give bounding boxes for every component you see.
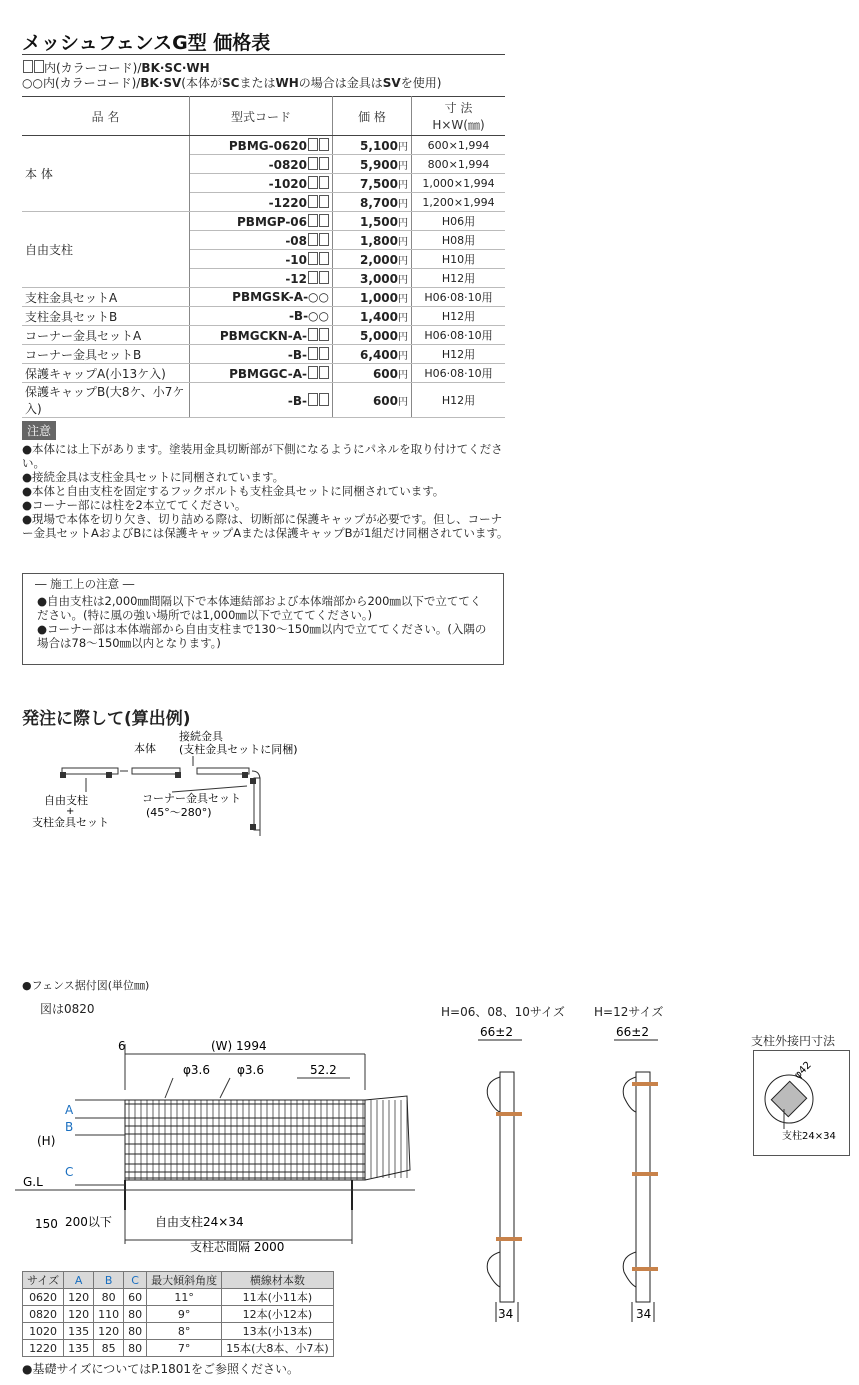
- product-name: 支柱金具セットB: [22, 307, 190, 326]
- page-title: メッシュフェンスG型 価格表: [22, 32, 271, 54]
- box-symbol: [308, 271, 318, 284]
- spec-cell: 11本(小11本): [222, 1289, 334, 1306]
- price-value: 6,400円: [333, 345, 412, 364]
- dim-phi-1: φ3.6: [183, 1063, 210, 1077]
- size-value: H06·08·10用: [412, 326, 506, 345]
- panel-3: [197, 768, 249, 774]
- spec-cell: 120: [64, 1306, 94, 1323]
- spec-cell: 60: [124, 1289, 147, 1306]
- spec-cell: 110: [94, 1306, 124, 1323]
- side-views: [470, 1022, 690, 1332]
- spec-cell: 13本(小13本): [222, 1323, 334, 1340]
- size-value: H06用: [412, 212, 506, 231]
- side-label-1: H=06、08、10サイズ: [441, 1005, 565, 1019]
- header-model: 型式コード: [190, 97, 333, 136]
- model-code: -B-: [190, 345, 333, 364]
- price-row: [22, 383, 505, 418]
- label-post: 自由支柱24×34: [155, 1215, 244, 1229]
- spec-cell: 15本(大8本、小7本): [222, 1340, 334, 1357]
- box-symbol: [319, 271, 329, 284]
- spec-row: [23, 1340, 334, 1357]
- label-post: 自由支柱: [44, 794, 88, 807]
- dim-phi-2: φ3.6: [237, 1063, 264, 1077]
- spec-header: サイズ: [23, 1272, 64, 1289]
- label-setsuzoku-note: (支柱金具セットに同梱): [179, 743, 298, 756]
- label-h: (H): [37, 1134, 56, 1148]
- spec-cell: 80: [124, 1340, 147, 1357]
- label-200: 200以下: [65, 1215, 112, 1229]
- install-diagram: [15, 1030, 425, 1265]
- price-value: 3,000円: [333, 269, 412, 288]
- label-setsuzoku: 接続金具: [179, 730, 223, 743]
- label-150: 150: [35, 1217, 58, 1231]
- depth-1: 34: [498, 1307, 514, 1321]
- box-symbol: [319, 176, 329, 189]
- size-value: H06·08·10用: [412, 364, 506, 383]
- spec-table: [22, 1271, 334, 1357]
- price-value: 7,500円: [333, 174, 412, 193]
- dim-pitch: 52.2: [310, 1063, 337, 1077]
- spec-cell: 80: [124, 1306, 147, 1323]
- price-value: 5,100円: [333, 136, 412, 155]
- spec-header: B: [94, 1272, 124, 1289]
- product-name: コーナー金具セットB: [22, 345, 190, 364]
- size-value: H06·08·10用: [412, 288, 506, 307]
- box-symbol: [319, 233, 329, 246]
- header-price: 価 格: [333, 97, 412, 136]
- size-value: H08用: [412, 231, 506, 250]
- model-code: -0820: [190, 155, 333, 174]
- box-symbol: [319, 347, 329, 360]
- size-value: 1,000×1,994: [412, 174, 506, 193]
- side-label-2: H=12サイズ: [594, 1005, 664, 1019]
- product-name: 支柱金具セットA: [22, 288, 190, 307]
- spec-cell: 120: [64, 1289, 94, 1306]
- spec-row: [23, 1289, 334, 1306]
- box-symbol: [308, 252, 318, 265]
- label-post-set: 支柱金具セット: [32, 816, 109, 829]
- circle-post: 支柱24×34: [782, 1131, 836, 1142]
- caution-title: ― 施工上の注意 ―: [35, 577, 135, 591]
- note-item: ●本体と自由支柱を固定するフックボルトも支柱金具セットに同梱されています。: [22, 484, 445, 498]
- circle-title: 支柱外接円寸法: [751, 1034, 836, 1048]
- header-name: 品 名: [22, 97, 190, 136]
- spec-cell: 135: [64, 1340, 94, 1357]
- size-value: 1,200×1,994: [412, 193, 506, 212]
- box-symbol: [308, 138, 318, 151]
- box-symbol: [308, 366, 318, 379]
- note-item: ●接続金具は支柱金具セットに同梱されています。: [22, 470, 285, 484]
- box-symbol: [319, 214, 329, 227]
- box-symbol: [319, 195, 329, 208]
- price-row: [22, 288, 505, 307]
- spec-header: 最大傾斜角度: [147, 1272, 222, 1289]
- box-symbol: [319, 138, 329, 151]
- product-name: 保護キャップA(小13ケ入): [22, 364, 190, 383]
- title-rule: [22, 54, 505, 55]
- model-code: PBMG-0620: [190, 136, 333, 155]
- price-row: [22, 212, 505, 231]
- spec-cell: 11°: [147, 1289, 222, 1306]
- model-code: -B-: [190, 383, 333, 418]
- box-symbol: [23, 60, 33, 73]
- box-symbol: [308, 233, 318, 246]
- box-symbol: [308, 328, 318, 341]
- model-code: -1220: [190, 193, 333, 212]
- spec-cell: 0620: [23, 1289, 64, 1306]
- price-row: [22, 345, 505, 364]
- spec-cell: 7°: [147, 1340, 222, 1357]
- product-name: 保護キャップB(大8ケ、小7ケ入): [22, 383, 190, 418]
- notes-label: 注意: [22, 421, 56, 440]
- label-corner: コーナー金具セット: [142, 792, 241, 805]
- note-item: ●本体には上下があります。塗装用金具切断部が下側になるようにパネルを取り付けてください。: [22, 442, 503, 470]
- box-symbol: [319, 328, 329, 341]
- dim-6: 6: [118, 1039, 126, 1053]
- box-symbol: [308, 393, 318, 406]
- install-caption: ●フェンス据付図(単位㎜): [22, 979, 150, 992]
- spec-cell: 8°: [147, 1323, 222, 1340]
- mesh-panel: [125, 1096, 410, 1180]
- label-gl: G.L: [23, 1175, 43, 1189]
- model-code: PBMGGC-A-: [190, 364, 333, 383]
- size-value: H12用: [412, 269, 506, 288]
- color-code-line-2: ○○内(カラーコード)/BK·SV(本体がSCまたはWHの場合は金具はSVを使用): [22, 76, 442, 90]
- caution-item: ●コーナー部は本体端部から自由支柱まで130〜150㎜以内で立ててください。(入隅の場合は78〜150㎜以内となります。): [37, 622, 487, 650]
- spec-cell: 80: [94, 1289, 124, 1306]
- size-value: 800×1,994: [412, 155, 506, 174]
- box-symbol: [319, 366, 329, 379]
- box-symbol: [319, 157, 329, 170]
- box-symbol: [308, 176, 318, 189]
- price-value: 1,000円: [333, 288, 412, 307]
- size-value: H12用: [412, 307, 506, 326]
- model-code: -12: [190, 269, 333, 288]
- label-honntai: 本体: [134, 742, 156, 755]
- width-1: 66±2: [480, 1025, 513, 1039]
- model-code: PBMGP-06: [190, 212, 333, 231]
- box-symbol: [319, 252, 329, 265]
- spec-cell: 135: [64, 1323, 94, 1340]
- caution-item: ●自由支柱は2,000㎜間隔以下で本体連結部および本体端部から200㎜以下で立ててください。(特に風の強い場所では1,000㎜以下で立ててください。): [37, 594, 482, 622]
- spec-header: 横線材本数: [222, 1272, 334, 1289]
- model-code: -10: [190, 250, 333, 269]
- depth-2: 34: [636, 1307, 652, 1321]
- spec-row: [23, 1323, 334, 1340]
- order-title: 発注に際して(算出例): [22, 709, 191, 729]
- spec-cell: 1220: [23, 1340, 64, 1357]
- notes-list: [22, 442, 512, 540]
- model-code: -B-○○: [190, 307, 333, 326]
- price-row: [22, 326, 505, 345]
- size-value: H12用: [412, 383, 506, 418]
- price-value: 1,500円: [333, 212, 412, 231]
- label-plus: +: [66, 806, 75, 817]
- price-row: [22, 364, 505, 383]
- header-size: 寸 法 H×W(㎜): [412, 97, 506, 136]
- footer-note: ●基礎サイズについてはP.1801をご参照ください。: [22, 1362, 299, 1376]
- price-value: 1,800円: [333, 231, 412, 250]
- spec-cell: 85: [94, 1340, 124, 1357]
- size-value: 600×1,994: [412, 136, 506, 155]
- price-value: 2,000円: [333, 250, 412, 269]
- spec-cell: 12本(小12本): [222, 1306, 334, 1323]
- spec-cell: 0820: [23, 1306, 64, 1323]
- price-value: 600円: [333, 383, 412, 418]
- width-2: 66±2: [616, 1025, 649, 1039]
- price-value: 600円: [333, 364, 412, 383]
- model-code: -08: [190, 231, 333, 250]
- spec-cell: 120: [94, 1323, 124, 1340]
- size-value: H10用: [412, 250, 506, 269]
- label-a: A: [65, 1103, 74, 1117]
- box-symbol: [308, 195, 318, 208]
- price-value: 5,900円: [333, 155, 412, 174]
- spec-cell: 80: [124, 1323, 147, 1340]
- circle-box: [753, 1050, 850, 1156]
- spec-row: [23, 1306, 334, 1323]
- color-code-line-1: 内(カラーコード)/BK·SC·WH: [22, 60, 210, 75]
- label-corner-range: (45°〜280°): [146, 806, 212, 819]
- box-symbol: [308, 347, 318, 360]
- spec-header: C: [124, 1272, 147, 1289]
- dim-w: (W) 1994: [211, 1039, 267, 1053]
- spec-cell: 1020: [23, 1323, 64, 1340]
- circle-phi: φ42: [792, 1059, 814, 1082]
- spec-cell: 9°: [147, 1306, 222, 1323]
- note-item: ●現場で本体を切り欠き、切り詰める際は、切断部に保護キャップが必要です。但し、コーナー金具セットAおよびBには保護キャップAまたは保護キャップBが1組だけ同梱されています。: [22, 512, 509, 540]
- model-code: -1020: [190, 174, 333, 193]
- price-value: 5,000円: [333, 326, 412, 345]
- label-c: C: [65, 1165, 74, 1179]
- size-value: H12用: [412, 345, 506, 364]
- price-row: [22, 136, 505, 155]
- panel-2: [132, 768, 180, 774]
- price-value: 1,400円: [333, 307, 412, 326]
- box-symbol: [308, 157, 318, 170]
- caution-box: [22, 573, 504, 665]
- price-table: [22, 96, 505, 418]
- price-row: [22, 307, 505, 326]
- product-name: コーナー金具セットA: [22, 326, 190, 345]
- label-span: 支柱芯間隔 2000: [190, 1240, 285, 1254]
- product-name: 自由支柱: [22, 212, 190, 288]
- product-name: 本 体: [22, 136, 190, 212]
- spec-header: A: [64, 1272, 94, 1289]
- note-item: ●コーナー部には柱を2本立ててください。: [22, 498, 247, 512]
- model-code: PBMGCKN-A-: [190, 326, 333, 345]
- order-diagram: [22, 730, 322, 840]
- label-b: B: [65, 1120, 74, 1134]
- box-symbol: [319, 393, 329, 406]
- install-fig-note: 図は0820: [40, 1002, 95, 1016]
- box-symbol: [308, 214, 318, 227]
- box-symbol: [34, 60, 44, 73]
- model-code: PBMGSK-A-○○: [190, 288, 333, 307]
- price-value: 8,700円: [333, 193, 412, 212]
